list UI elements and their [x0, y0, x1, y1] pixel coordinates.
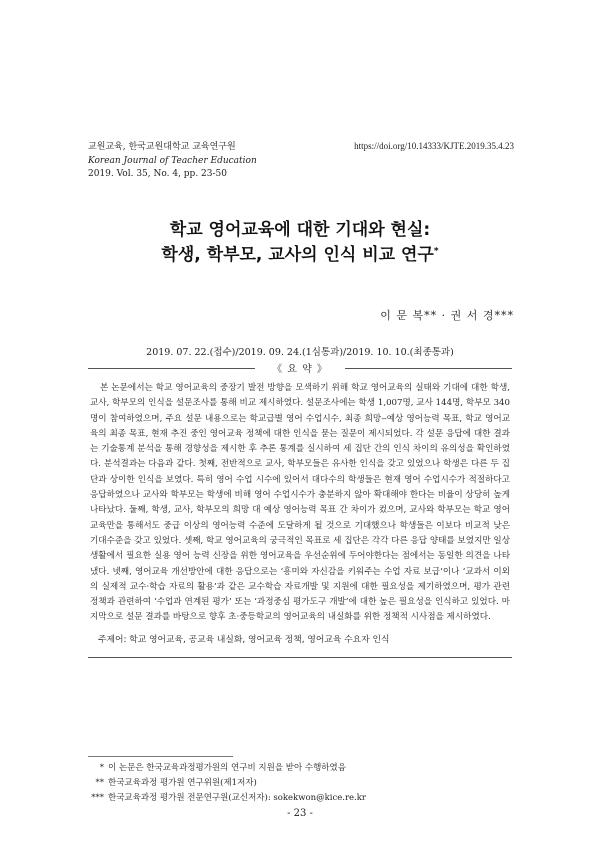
- footnote-rule: [88, 756, 233, 757]
- title-line-2-text: 학생, 학부모, 교사의 인식 비교 연구: [161, 245, 434, 265]
- doi-link[interactable]: https://doi.org/10.14333/KJTE.2019.35.4.23: [354, 141, 514, 151]
- abstract-text: 본 논문에서는 학교 영어교육의 중장기 발전 방향을 모색하기 위해 학교 영어교육의 실태와 기대에 대한 학생, 교사, 학부모의 인식을 설문조사를 통해 비교 제시하였다. 설문조사에는 학생 1,007명, 교사 144명, 학부모 340명이 참여하였으며, 주요 설문 내용으로는 학교급별 영어 수업시수, 최종 희망‒예상 영어능력 목표, 학교 영어교육의 최종 목표, 현재 추진 중인 영어교육 정책에 대한 인식을 묻는 질문이 제시되었다. 각 설문 응답에 대한 결과는 기술통계 분석을 통해 경향성을 제시한 후 추론 통계를 실시하여 세 집단 간의 인식 차이의 유의성을 확인하였다. 분석결과는 다음과 같다. 첫째, 전반적으로 교사, 학부모들은 유사한 인식을 갖고 있었으나 학생은 다른 두 집단과 상이한 인식을 보였다. 특히 영어 수업 시수에 있어서 대다수의 학생들은 현재 영어 수업시수가 적절하다고 응답하였으나 교사와 학부모는 학생에 비해 영어 수업시수가 충분하지 않아 확대해야 한다는 비율이 상당히 높게 나타났다. 둘째, 학생, 교사, 학부모의 희망 대 예상 영어능력 목표 간 차이가 컸으며, 교사와 학부모는 학교 영어교육만을 통해서도 중급 이상의 영어능력 수준에 도달하게 될 것으로 기대했으나 학생들은 이보다 비교적 낮은 기대수준을 갖고 있었다. 셋째, 학교 영어교육의 궁극적인 목표로 세 집단은 각각 다른 응답 양태를 보였지만 일상생활에서 필요한 실용 영어 능력 신장을 위한 영어교육을 우선순위에 두어야한다는 점에서는 동일한 의견을 나타냈다. 넷째, 영어교육 개선방안에 대한 응답으로는 ‘흥미와 자신감을 키워주는 수업 자료 보급’이나 ‘교과서 이외의 실제적 교수·학습 자료의 활용’과 같은 교수학습 자료개발 및 지원에 대한 필요성을 제기하였으며, 평가 관련 정책과 관련하여 ‘수업과 연계된 평가’ 또는 ‘과정중심 평가도구 개발’에 대한 높은 필요성을 인식하고 있었다. 마지막으로 설문 결과를 바탕으로 향후 초·중등학교의 영어교육의 내실화를 위한 정책적 시사점을 제시하였다.: [90, 383, 511, 623]
- keywords: 주제어: 학교 영어교육, 공교육 내실화, 영어교육 정책, 영어교육 수요자 인식: [98, 635, 390, 645]
- title-footnote-mark: *: [433, 246, 439, 257]
- footnote-text: 한국교육과정 평가원 연구위원(제1저자): [108, 778, 257, 788]
- footnote-2: [88, 776, 366, 791]
- page-number: - 23 -: [287, 808, 313, 819]
- summary-bottom-rule: [88, 657, 512, 658]
- footnote-text: 한국교육과정 평가원 전문연구원(교신저자): sokekwon@kice.re.kr: [108, 793, 366, 803]
- footnote-3: [88, 791, 366, 806]
- title-line-1: 학교 영어교육에 대한 기대와 현실:: [169, 220, 431, 240]
- journal-header: [88, 141, 257, 182]
- footnote-mark: *: [99, 763, 104, 773]
- summary-label: 《 요 약 》: [255, 360, 345, 375]
- footnote-mark: ***: [91, 793, 104, 803]
- review-dates: 2019. 07. 22.(접수)/2019. 09. 24.(1심통과)/2019. 10. 10.(최종통과): [146, 347, 454, 358]
- footnote-1: [88, 761, 366, 776]
- title-line-2: [60, 240, 540, 265]
- footnote-mark: **: [95, 778, 104, 788]
- journal-name-en: Korean Journal of Teacher Education: [88, 155, 257, 166]
- footnote-text: 이 논문은 한국교육과정평가원의 연구비 지원을 받아 수행하였음: [108, 763, 346, 773]
- authors: 이 문 복** · 권 서 경***: [380, 309, 514, 322]
- footnotes: [88, 761, 366, 806]
- journal-name-kr: 교원교육, 한국교원대학교 교육연구원: [88, 142, 236, 152]
- journal-volume: 2019. Vol. 35, No. 4, pp. 23-50: [88, 169, 227, 179]
